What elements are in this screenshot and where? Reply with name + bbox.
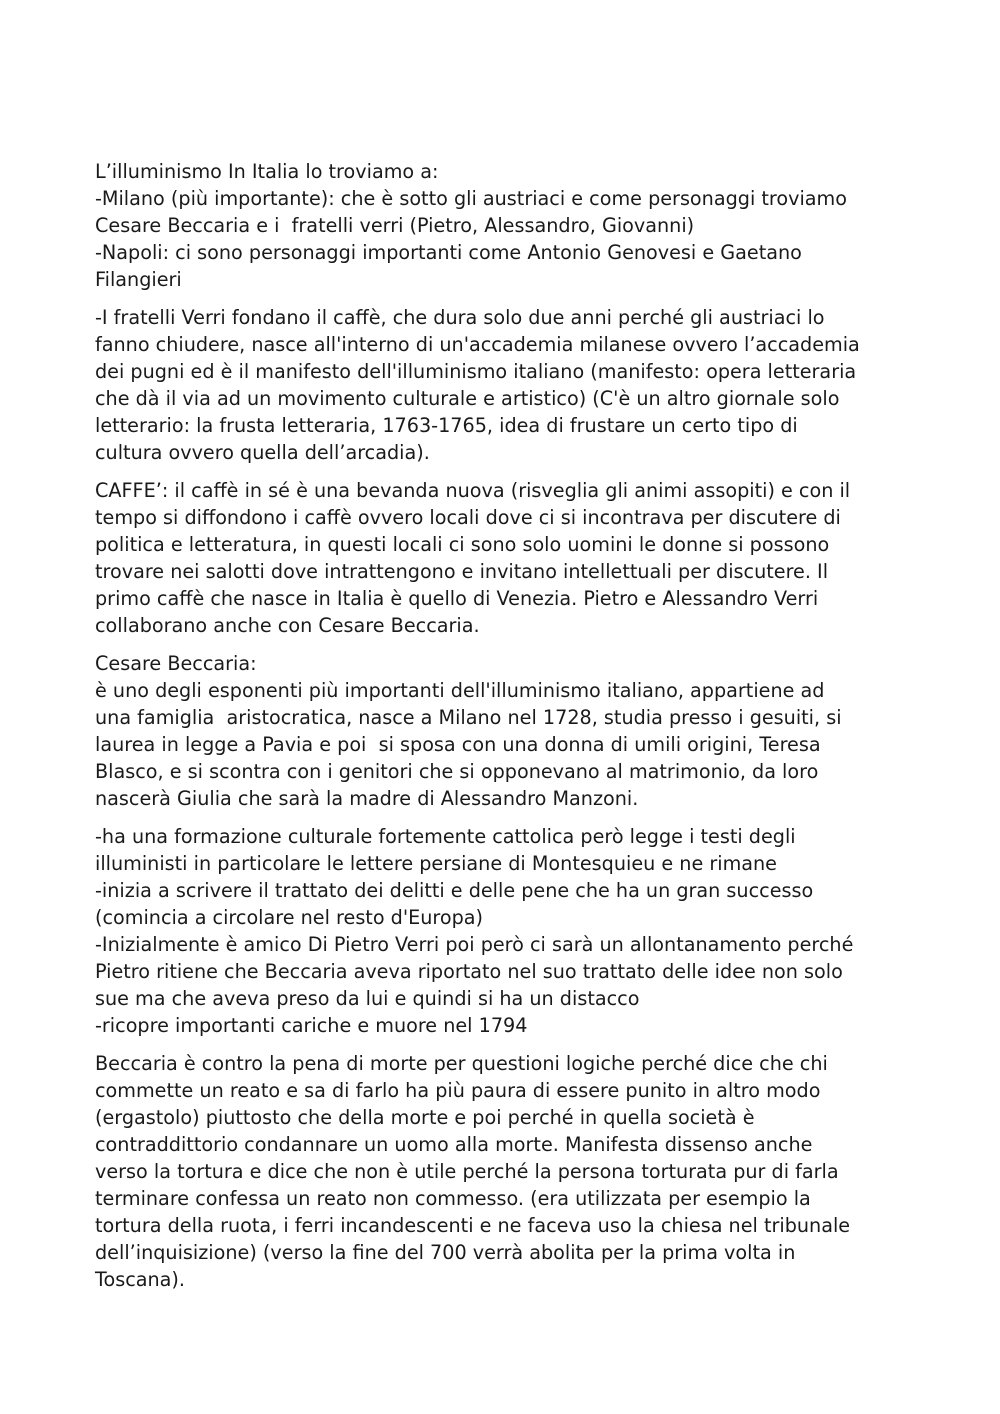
text-line: cultura ovvero quella dell’arcadia). [95,441,430,464]
text-line: politica e letteratura, in questi locali ci sono solo uomini le donne si possono [95,533,830,556]
text-line: primo caffè che nasce in Italia è quello di Venezia. Pietro e Alessandro Verri [95,587,819,610]
text-line: (comincia a circolare nel resto d'Europa) [95,906,484,929]
paragraph-verri [95,304,915,466]
text-line: fanno chiudere, nasce all'interno di un'accademia milanese ovvero l’accademia [95,333,860,356]
paragraph-beccaria-list [95,823,915,1039]
text-line: che dà il via ad un movimento culturale e artistico) (C'è un altro giornale solo [95,387,840,410]
text-line: verso la tortura e dice che non è utile perché la persona torturata pur di farla [95,1160,839,1183]
text-line: Beccaria è contro la pena di morte per questioni logiche perché dice che chi [95,1052,828,1075]
text-line: dei pugni ed è il manifesto dell'illuminismo italiano (manifesto: opera letteraria [95,360,857,383]
text-line: nascerà Giulia che sarà la madre di Alessandro Manzoni. [95,787,639,810]
text-line: letterario: la frusta letteraria, 1763-1765, idea di frustare un certo tipo di [95,414,798,437]
paragraph-pena-di-morte [95,1050,915,1293]
text-line: contraddittorio condannare un uomo alla morte. Manifesta dissenso anche [95,1133,813,1156]
text-line: tortura della ruota, i ferri incandescenti e ne faceva uso la chiesa nel tribunale [95,1214,851,1237]
text-line: -Milano (più importante): che è sotto gli austriaci e come personaggi troviamo [95,187,847,210]
text-line: Blasco, e si scontra con i genitori che si opponevano al matrimonio, da loro [95,760,819,783]
text-line: -I fratelli Verri fondano il caffè, che dura solo due anni perché gli austriaci lo [95,306,825,329]
paragraph-caffe [95,477,915,639]
text-line: -ricopre importanti cariche e muore nel 1794 [95,1014,528,1037]
text-line: Pietro ritiene che Beccaria aveva riportato nel suo trattato delle idee non solo [95,960,843,983]
text-line: Cesare Beccaria e i fratelli verri (Pietro, Alessandro, Giovanni) [95,214,695,237]
text-line: -Inizialmente è amico Di Pietro Verri poi però ci sarà un allontanamento perché [95,933,854,956]
text-line: -Napoli: ci sono personaggi importanti come Antonio Genovesi e Gaetano [95,241,802,264]
text-line: illuministi in particolare le lettere persiane di Montesquieu e ne rimane [95,852,777,875]
text-line: (ergastolo) piuttosto che della morte e poi perché in quella società è [95,1106,755,1129]
text-line: commette un reato e sa di farlo ha più paura di essere punito in altro modo [95,1079,821,1102]
text-line: è uno degli esponenti più importanti dell'illuminismo italiano, appartiene ad [95,679,825,702]
text-line: tempo si diffondono i caffè ovvero locali dove ci si incontrava per discutere di [95,506,841,529]
text-line: dell’inquisizione) (verso la fine del 700 verrà abolita per la prima volta in [95,1241,796,1264]
text-line: Filangieri [95,268,182,291]
paragraph-beccaria-bio [95,650,915,812]
text-line: sue ma che aveva preso da lui e quindi si ha un distacco [95,987,640,1010]
text-line: terminare confessa un reato non commesso. (era utilizzata per esempio la [95,1187,811,1210]
text-line: collaborano anche con Cesare Beccaria. [95,614,480,637]
text-line: CAFFE’: il caffè in sé è una bevanda nuova (risveglia gli animi assopiti) e con il [95,479,851,502]
text-line: L’illuminismo In Italia lo troviamo a: [95,160,439,183]
text-line: trovare nei salotti dove intrattengono e invitano intellettuali per discutere. Il [95,560,829,583]
text-line: -ha una formazione culturale fortemente cattolica però legge i testi degli [95,825,796,848]
text-line: una famiglia aristocratica, nasce a Milano nel 1728, studia presso i gesuiti, si [95,706,842,729]
text-line: Cesare Beccaria: [95,652,257,675]
text-line: laurea in legge a Pavia e poi si sposa con una donna di umili origini, Teresa [95,733,821,756]
text-line: Toscana). [95,1268,186,1291]
text-line: -inizia a scrivere il trattato dei delitti e delle pene che ha un gran successo [95,879,814,902]
document-page [95,158,915,1304]
paragraph-intro [95,158,915,293]
